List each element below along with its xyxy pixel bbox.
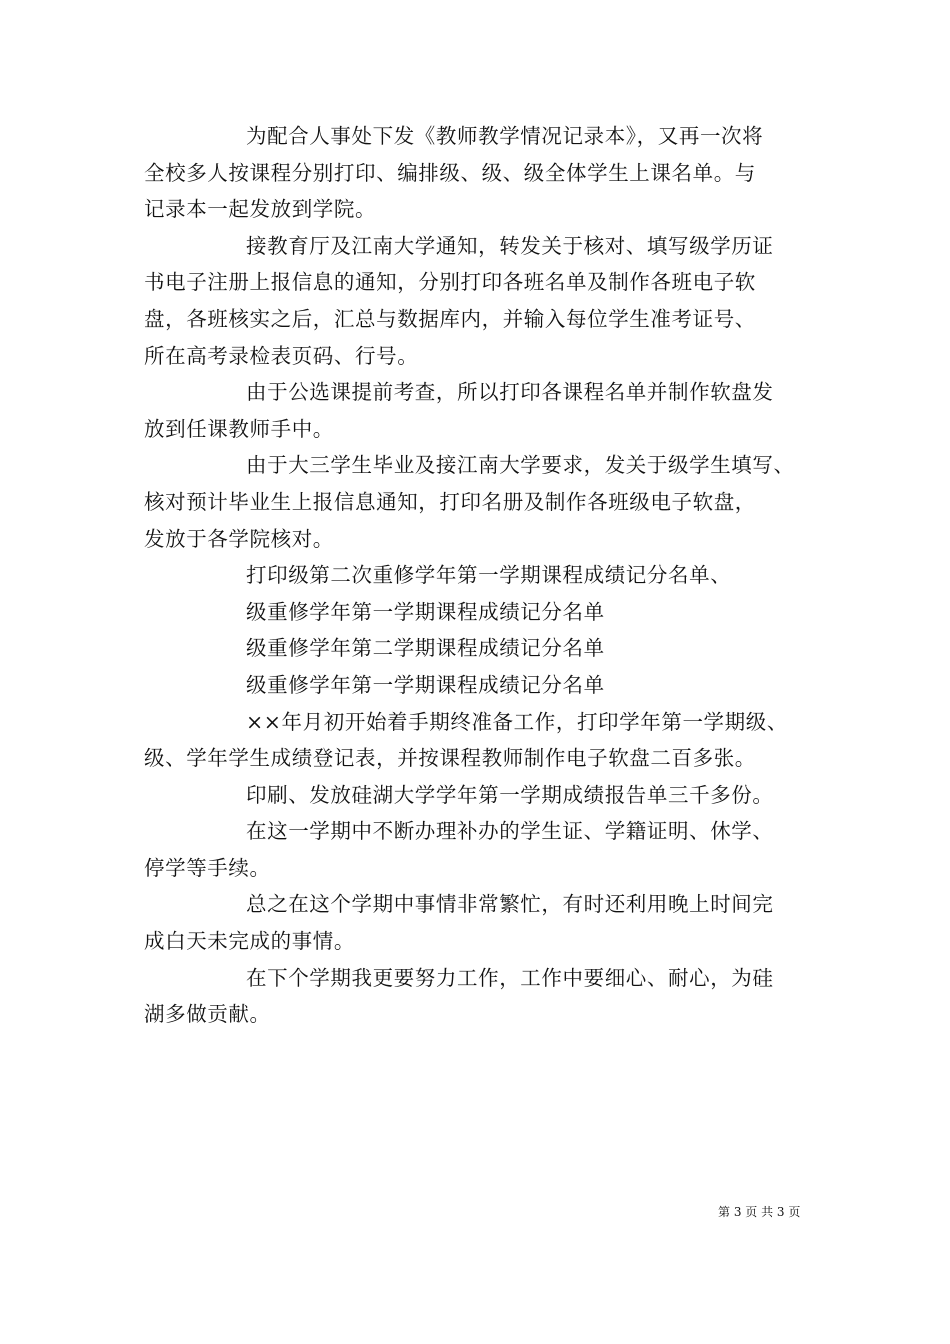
paragraph-line: 记录本一起发放到学院。 <box>144 197 377 222</box>
paragraph <box>144 813 824 886</box>
page-number-footer: 第 3 页 共 3 页 <box>718 1205 801 1219</box>
paragraph <box>144 447 824 557</box>
paragraph-line: 湖多做贡献。 <box>144 1002 271 1027</box>
paragraph-line: 盘，各班核实之后，汇总与数据库内，并输入每位学生准考证号、 <box>144 306 756 331</box>
paragraph-line: 打印级第二次重修学年第一学期课程成绩记分名单、 <box>246 563 732 588</box>
paragraph-line: 级重修学年第二学期课程成绩记分名单 <box>246 636 605 661</box>
paragraph-line: 级重修学年第一学期课程成绩记分名单 <box>246 672 605 697</box>
paragraph <box>144 667 824 704</box>
paragraph-line: 成白天未完成的事情。 <box>144 929 355 954</box>
paragraph-line: 在下个学期我更要努力工作，工作中要细心、耐心，为硅 <box>246 965 774 990</box>
paragraph-line: 发放于各学院核对。 <box>144 526 334 551</box>
paragraph <box>144 704 824 777</box>
paragraph-line: 书电子注册上报信息的通知，分别打印各班名单及制作各班电子软 <box>144 270 756 295</box>
paragraph <box>144 886 824 959</box>
paragraph <box>144 118 824 228</box>
paragraph-line: 总之在这个学期中事情非常繁忙，有时还利用晚上时间完 <box>246 892 774 917</box>
paragraph <box>144 594 824 631</box>
paragraph-line: 接教育厅及江南大学通知，转发关于核对、填写级学历证 <box>246 233 774 258</box>
paragraph <box>144 777 824 814</box>
paragraph-line: 由于公选课提前考查，所以打印各课程名单并制作软盘发 <box>246 380 774 405</box>
paragraph <box>144 960 824 1033</box>
paragraph-line: 放到任课教师手中。 <box>144 416 334 441</box>
paragraph-line: 级重修学年第一学期课程成绩记分名单 <box>246 599 605 624</box>
paragraph-line: 印刷、发放硅湖大学学年第一学期成绩报告单三千多份。 <box>246 782 774 807</box>
paragraph-line: 由于大三学生毕业及接江南大学要求，发关于级学生填写、 <box>246 453 795 478</box>
paragraph-line: 全校多人按课程分别打印、编排级、级、级全体学生上课名单。与 <box>144 160 756 185</box>
paragraph-line: 级、学年学生成绩登记表，并按课程教师制作电子软盘二百多张。 <box>144 746 756 771</box>
paragraph-line: 为配合人事处下发《教师教学情况记录本》，又再一次将 <box>246 124 764 148</box>
paragraph <box>144 630 824 667</box>
paragraph <box>144 374 824 447</box>
paragraph-line: 核对预计毕业生上报信息通知，打印名册及制作各班级电子软盘， <box>144 489 756 514</box>
paragraph-line: ××年月初开始着手期终准备工作，打印学年第一学期级、 <box>246 709 788 734</box>
paragraph <box>144 228 824 374</box>
paragraph-line: 停学等手续。 <box>144 855 271 880</box>
paragraph <box>144 557 824 594</box>
paragraph-line: 所在高考录检表页码、行号。 <box>144 343 419 368</box>
document-body <box>144 118 824 1033</box>
paragraph-line: 在这一学期中不断办理补办的学生证、学籍证明、休学、 <box>246 819 774 844</box>
